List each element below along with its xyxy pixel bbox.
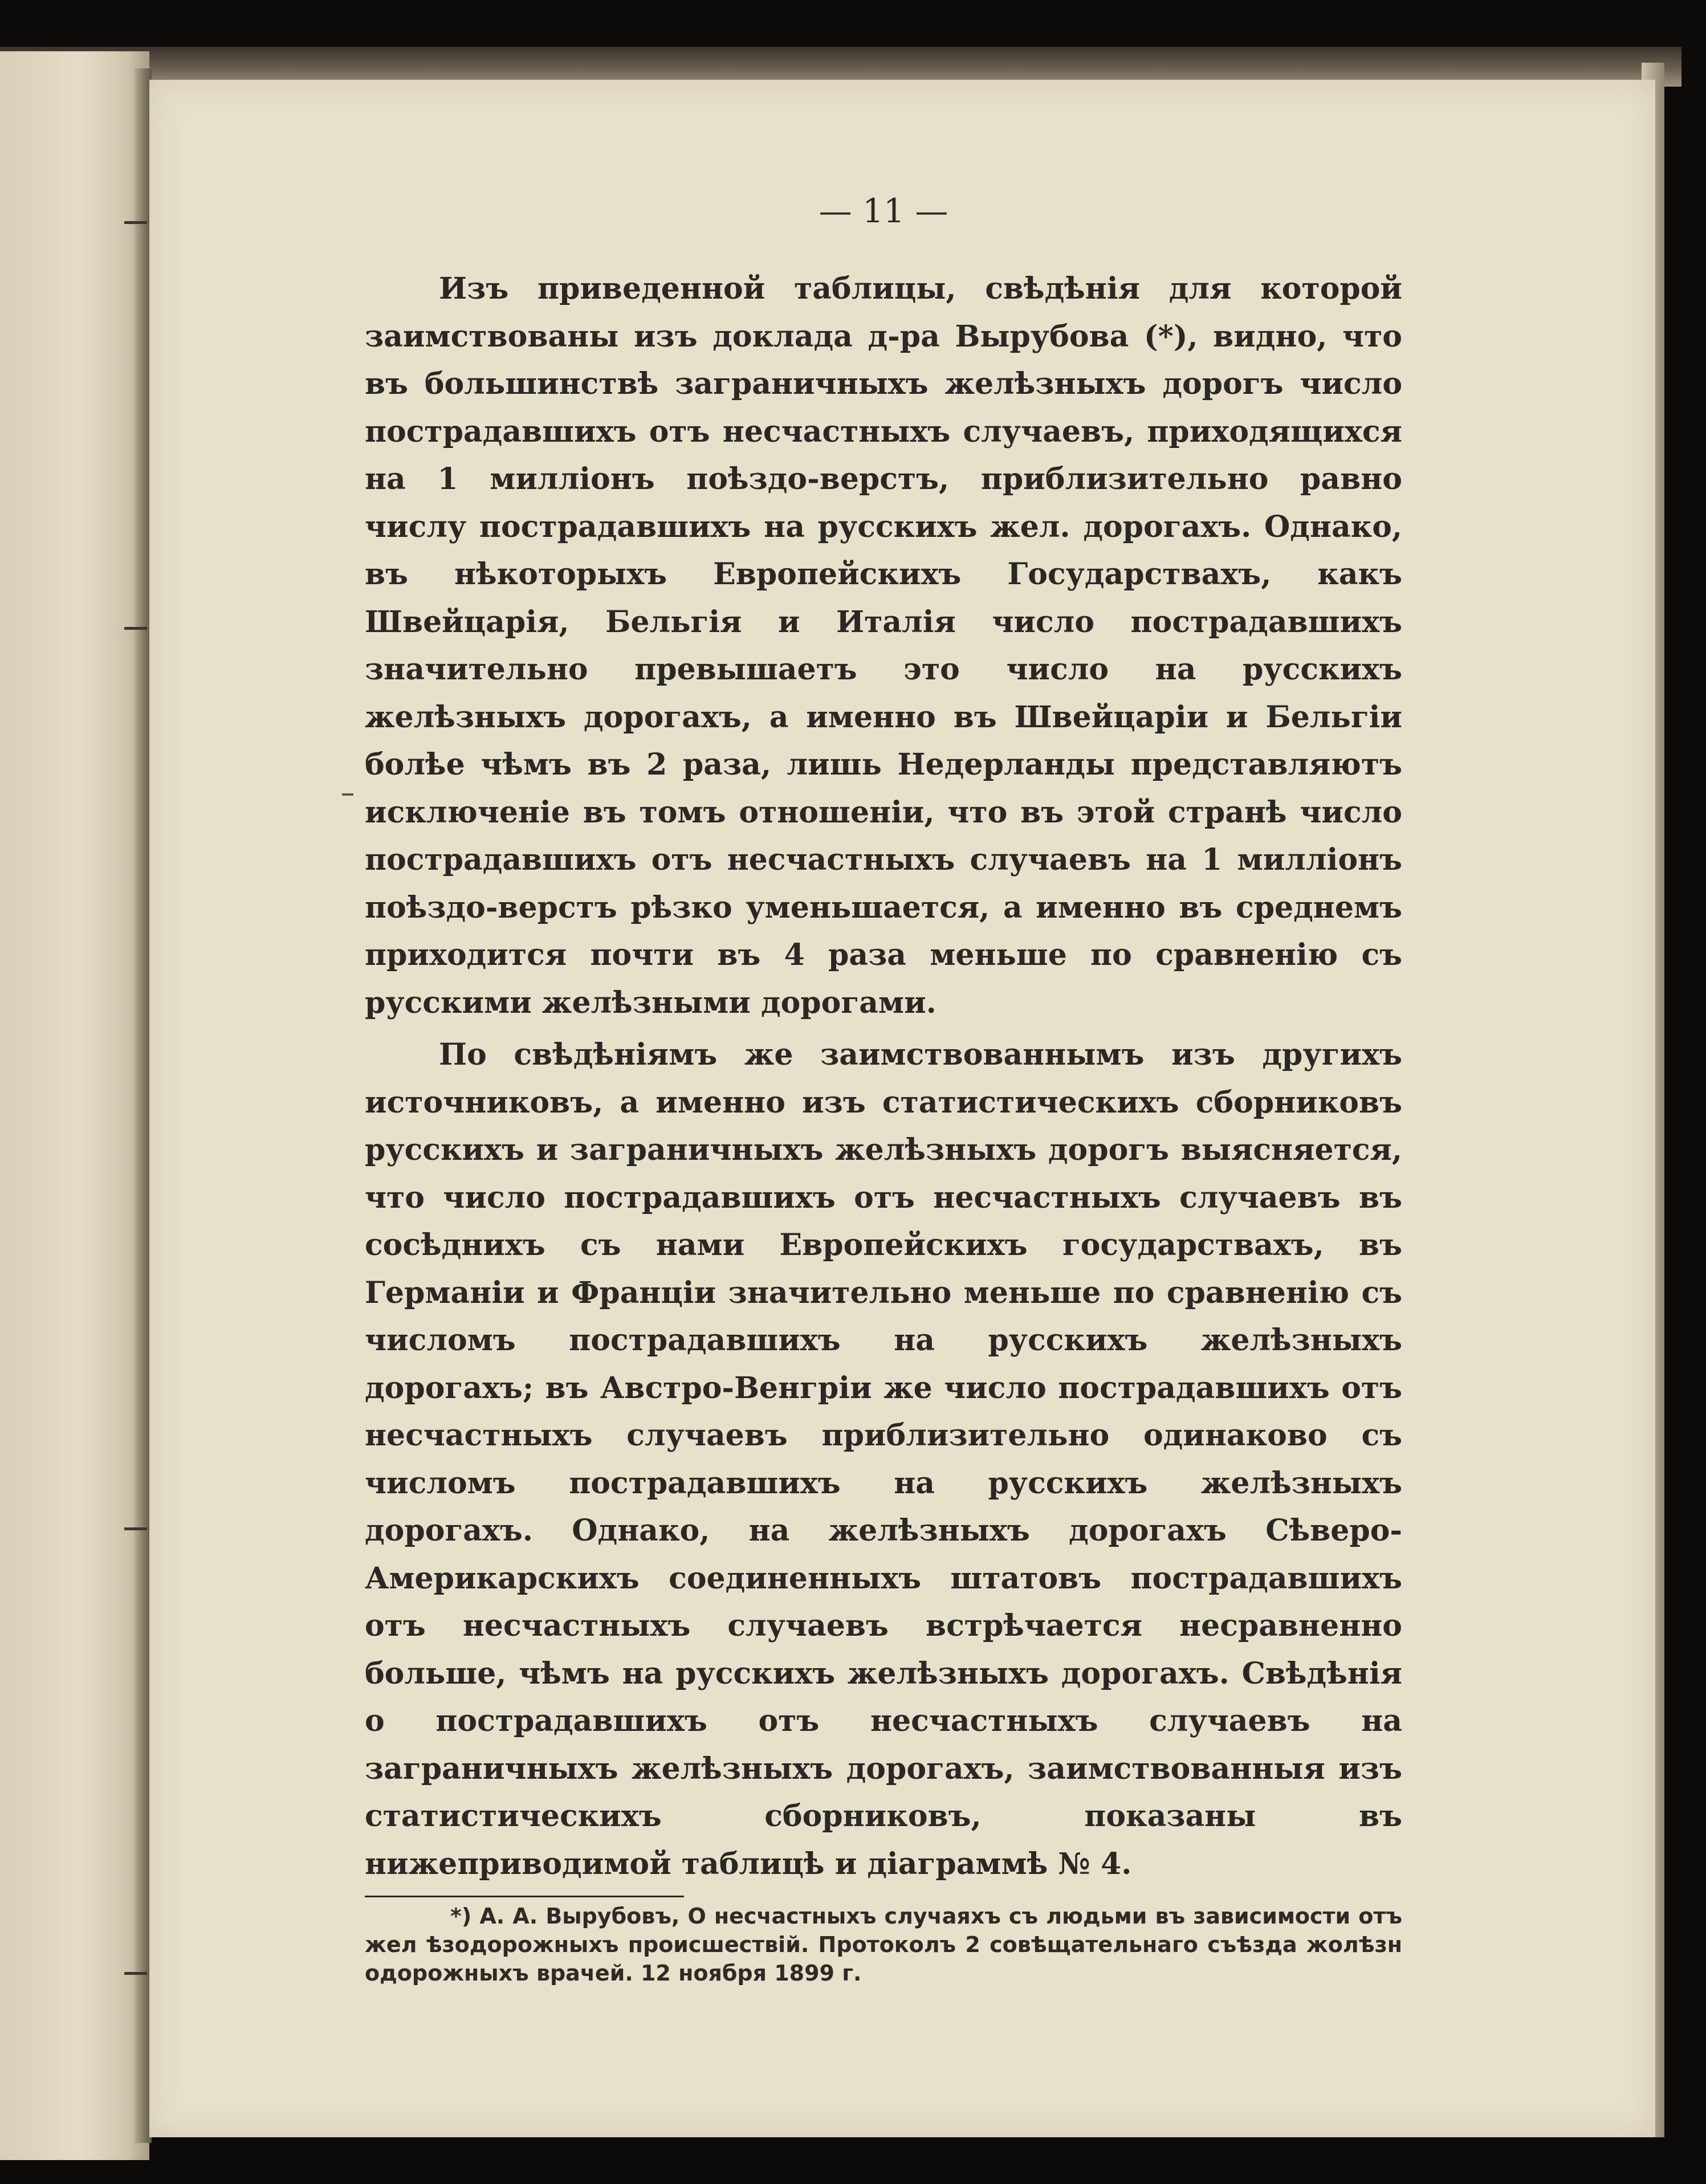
margin-mark xyxy=(342,793,353,796)
binding-stitch xyxy=(124,221,147,224)
paragraph: Изъ приведенной таблицы, свѣдѣнія для которой заимствованы изъ доклада д-ра Вырубова (*), видно, что въ большинствѣ заграничныхъ желѣзныхъ дорогъ число пострадавшихъ отъ несчастныхъ случаевъ, приходящихся на 1 милліонъ поѣздо-верстъ, приблизительно равно числу пострадавшихъ на русскихъ жел. дорогахъ. Однако, въ нѣкоторыхъ Европейскихъ Государствахъ, какъ Швейцарія, Бельгія и Италія число пострадавшихъ значительно превышаетъ это число на русскихъ желѣзныхъ дорогахъ, а именно въ Швейцаріи и Бельгіи болѣе чѣмъ въ 2 раза, лишь Недерланды представляютъ исключеніе въ томъ отношеніи, что въ этой странѣ число пострадавшихъ отъ несчастныхъ случаевъ на 1 милліонъ поѣздо-верстъ рѣзко уменьшается, а именно въ среднемъ приходится почти въ 4 раза меньше по сравненію съ русскими желѣзными дорогами. xyxy=(365,271,1402,1020)
left-page-edge xyxy=(0,51,149,2160)
binding-stitch xyxy=(124,627,147,630)
binding-stitch xyxy=(124,1527,147,1530)
footnote-divider xyxy=(365,1896,684,1897)
paragraph: По свѣдѣніямъ же заимствованнымъ изъ другихъ источниковъ, а именно изъ статистическихъ сборниковъ русскихъ и заграничныхъ желѣзныхъ дорогъ выясняется, что число пострадавшихъ отъ несчастныхъ случаевъ въ сосѣднихъ съ нами Европейскихъ государствахъ, въ Германіи и Франціи значительно меньше по сравненію съ числомъ пострадавшихъ на русскихъ желѣзныхъ дорогахъ; въ Австро-Венгріи же число пострадавшихъ отъ несчастныхъ случаевъ приблизительно одинаково съ числомъ пострадавшихъ на русскихъ желѣзныхъ дорогахъ. Однако, на желѣзныхъ дорогахъ Сѣверо-Америкарскихъ соединенныхъ штатовъ пострадавшихъ отъ несчастныхъ случаевъ встрѣчается несравненно больше, чѣмъ на русскихъ желѣзныхъ дорогахъ. Свѣдѣнія о пострадавшихъ отъ несчастныхъ случаевъ на заграничныхъ желѣзныхъ дорогахъ, заимствованныя изъ статистическихъ сборниковъ, показаны въ нижеприводимой таблицѣ и діаграммѣ № 4. xyxy=(365,1037,1402,1881)
page-text xyxy=(365,191,1402,1987)
page-number: — 11 — xyxy=(819,191,948,230)
binding-stitch xyxy=(124,1972,147,1975)
footnote: *) А. А. Вырубовъ, О несчастныхъ случаяхъ съ людьми въ зависимости отъ жел ѣзодорожныхъ происшествій. Протоколъ 2 совѣщательнаго съѣзда жолѣзн одорожныхъ врачей. 12 ноября 1899 г. xyxy=(365,1904,1402,1986)
